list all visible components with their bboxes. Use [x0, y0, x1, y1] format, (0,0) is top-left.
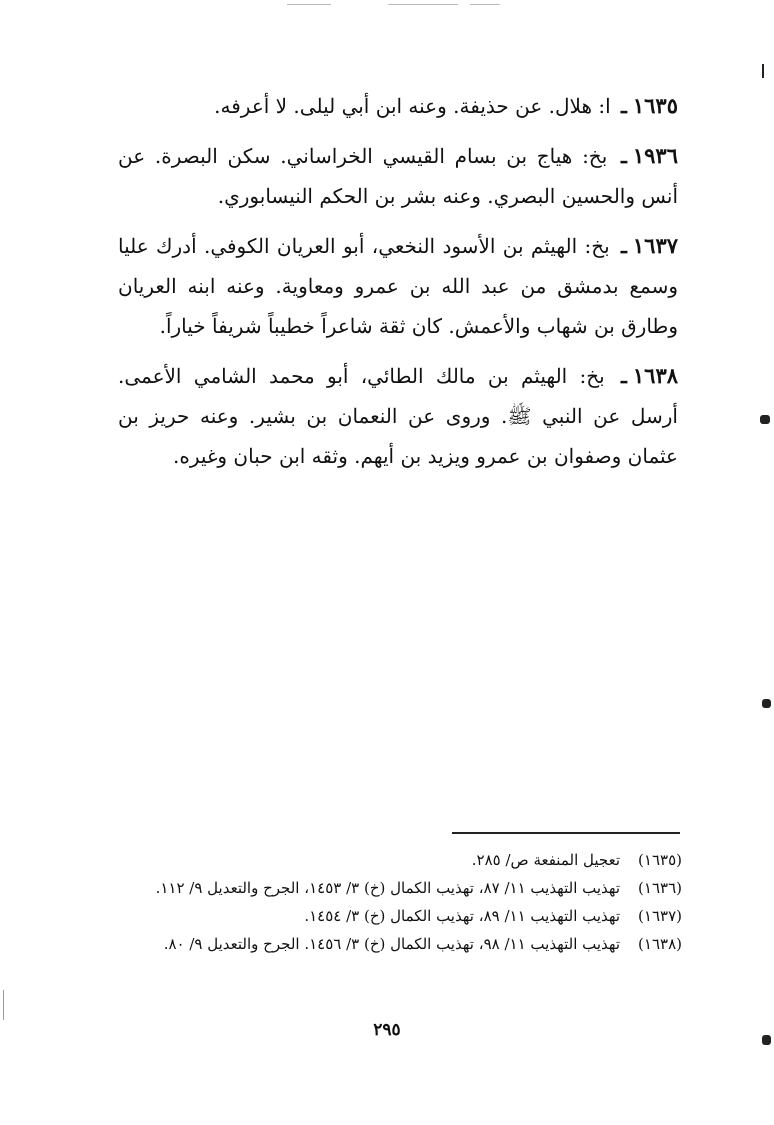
footnote-1635 [120, 846, 682, 874]
entry-text: بخ: الهيثم بن الأسود النخعي، أبو العريان الكوفي. أدرك عليا وسمع بدمشق من عبد الله بن عمرو ومعاوية. وعنه ابنه العريان وطارق بن شهاب والأعمش. كان ثقة شاعراً خطيباً شريفاً خياراً. [118, 234, 678, 338]
footnote-text: تهذيب التهذيب ١١/ ٩٨، تهذيب الكمال (خ) ٣/ ١٤٥٦. الجرح والتعديل ٩/ ٨٠. [163, 935, 620, 953]
footnote-1638 [120, 930, 682, 958]
entry-text: بخ: الهيثم بن مالك الطائي، أبو محمد الشامي الأعمى. أرسل عن النبي ﷺ. وروى عن النعمان بن بشير. وعنه حريز بن عثمان وصفوان بن عمرو ويزيد بن أيهم. وثقه ابن حبان وغيره. [118, 364, 678, 468]
page-number: ٢٩٥ [373, 1020, 401, 1040]
top-rule-left [287, 4, 331, 5]
entry-number: ١٦٣٧ [632, 233, 679, 258]
entry-1638 [118, 356, 678, 476]
footnote-number: (١٦٣٦) [638, 879, 682, 897]
scan-mark-1 [762, 64, 764, 78]
entry-dash: ـ [621, 234, 627, 258]
entry-text: ا: هلال. عن حذيفة. وعنه ابن أبي ليلى. لا أعرفه. [214, 94, 611, 118]
entry-1636 [118, 136, 678, 216]
scan-mark-5 [3, 990, 4, 1020]
footnote-1637 [120, 902, 682, 930]
footnote-separator [452, 832, 680, 834]
top-rule-right [470, 4, 500, 5]
footnote-number: (١٦٣٧) [638, 907, 682, 925]
footnote-number: (١٦٣٥) [638, 851, 682, 869]
scan-mark-4 [762, 1035, 771, 1045]
scan-mark-2 [760, 415, 770, 424]
entry-number: ١٦٣٨ [632, 363, 679, 388]
entry-1635 [118, 86, 678, 126]
footnote-text: تعجيل المنفعة ص/ ٢٨٥. [471, 851, 620, 869]
entry-dash: ـ [621, 94, 627, 118]
entry-number: ١٦٣٥ [632, 93, 678, 118]
top-rule-middle [388, 4, 458, 5]
entry-dash: ـ [621, 364, 627, 388]
entries-list [118, 86, 678, 486]
footnotes-list [120, 846, 682, 958]
footnote-number: (١٦٣٨) [638, 935, 682, 953]
footnote-text: تهذيب التهذيب ١١/ ٨٩، تهذيب الكمال (خ) ٣/ ١٤٥٤. [304, 907, 620, 925]
entry-number: ١٩٣٦ [632, 143, 678, 168]
entry-text: بخ: هياج بن بسام القيسي الخراساني. سكن البصرة. عن أنس والحسين البصري. وعنه بشر بن الحكم النيسابوري. [118, 144, 678, 208]
footnote-text: تهذيب التهذيب ١١/ ٨٧، تهذيب الكمال (خ) ٣/ ١٤٥٣، الجرح والتعديل ٩/ ١١٢. [155, 879, 620, 897]
scan-mark-3 [762, 699, 771, 708]
entry-1637 [118, 226, 678, 346]
entry-dash: ـ [621, 144, 627, 168]
footnote-1636 [120, 874, 682, 902]
